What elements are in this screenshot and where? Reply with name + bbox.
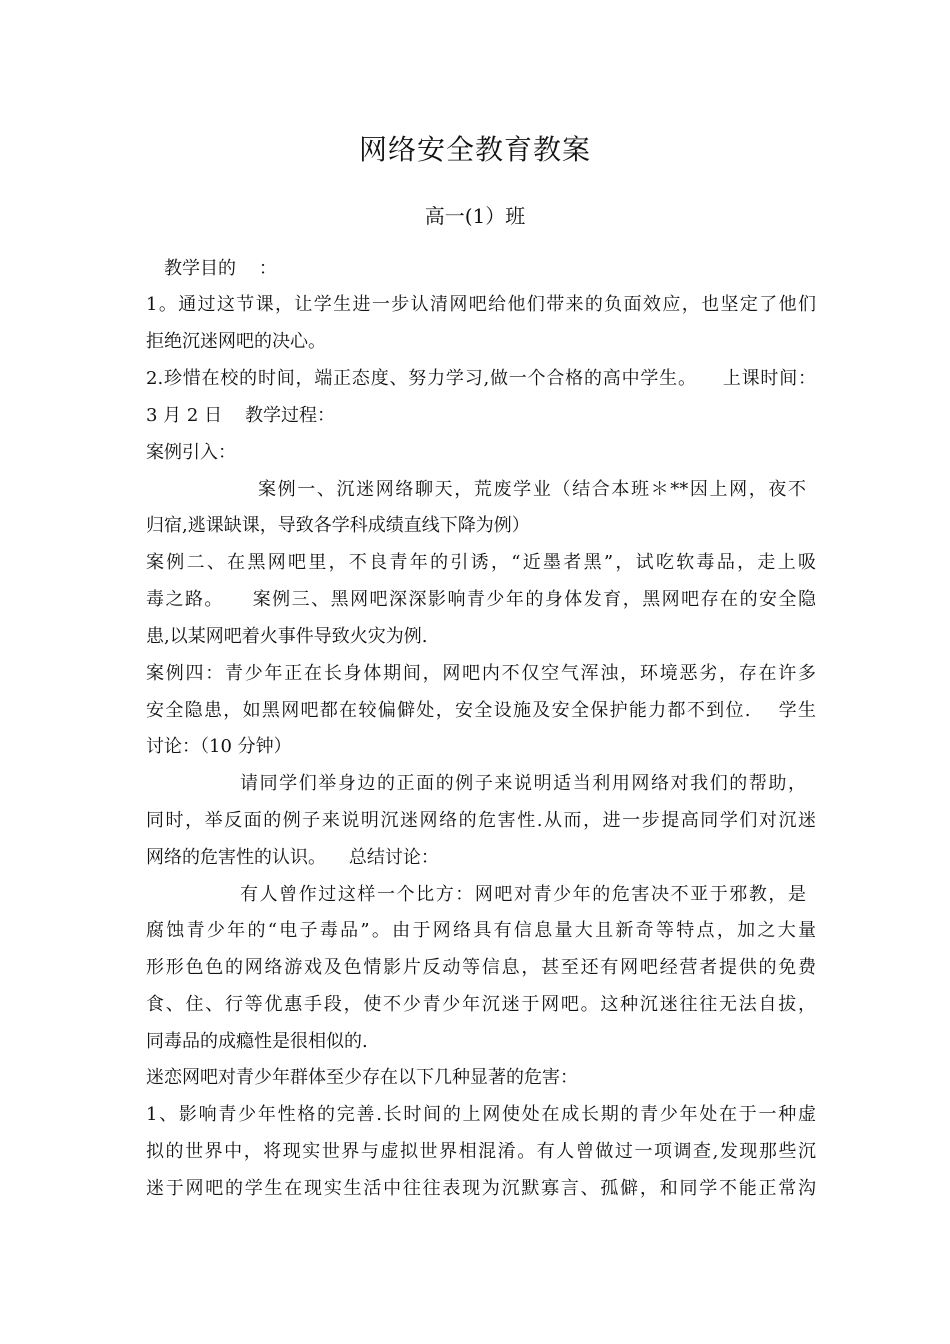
class-subtitle: 高一(1）班 bbox=[424, 204, 526, 228]
paragraph-line: 2.珍惜在校的时间，端正态度、努力学习,做一个合格的高中学生。 上课时间： bbox=[146, 368, 816, 389]
paragraph-line: 拒绝沉迷网吧的决心。 bbox=[146, 331, 326, 352]
paragraph-line: 案例四：青少年正在长身体期间，网吧内不仅空气浑浊，环境恶劣，存在许多 bbox=[146, 663, 816, 684]
document-title: 网络安全教育教案 bbox=[358, 133, 591, 166]
paragraph-line: 患,以某网吧着火事件导致火灾为例. bbox=[146, 626, 428, 647]
paragraph-line: 3 月 2 日 教学过程： bbox=[146, 405, 335, 426]
paragraph-line: 案例二、在黑网吧里，不良青年的引诱，“近墨者黑”，试吃软毒品，走上吸 bbox=[146, 552, 816, 573]
paragraph-line: 同时，举反面的例子来说明沉迷网络的危害性.从而，进一步提高同学们对沉迷 bbox=[146, 810, 816, 831]
paragraph-line: 案例引入： bbox=[146, 442, 236, 463]
paragraph-line: 网络的危害性的认识。 总结讨论： bbox=[146, 847, 439, 868]
paragraph-line: 迷恋网吧对青少年群体至少存在以下几种显著的危害： bbox=[146, 1067, 578, 1088]
paragraph-line: 教学目的 ： bbox=[164, 258, 277, 279]
paragraph-line: 迷于网吧的学生在现实生活中往往表现为沉默寡言、孤僻，和同学不能正常沟 bbox=[146, 1178, 816, 1199]
paragraph-line: 讨论：（10 分钟） bbox=[146, 736, 292, 757]
paragraph-line: 1、影响青少年性格的完善.长时间的上网使处在成长期的青少年处在于一种虚 bbox=[146, 1104, 816, 1125]
paragraph-line: 请同学们举身边的正面的例子来说明适当利用网络对我们的帮助， bbox=[240, 773, 806, 794]
paragraph-line: 形形色色的网络游戏及色情影片反动等信息，甚至还有网吧经营者提供的免费 bbox=[146, 957, 816, 978]
paragraph-line: 腐蚀青少年的“电子毒品”。由于网络具有信息量大且新奇等特点，加之大量 bbox=[146, 920, 816, 941]
paragraph-line: 1。通过这节课，让学生进一步认清网吧给他们带来的负面效应，也坚定了他们 bbox=[146, 294, 816, 315]
paragraph-line: 食、住、行等优惠手段，使不少青少年沉迷于网吧。这种沉迷往往无法自拔， bbox=[146, 994, 816, 1015]
paragraph-line: 归宿,逃课缺课，导致各学科成绩直线下降为例） bbox=[146, 515, 530, 536]
paragraph-line: 有人曾作过这样一个比方：网吧对青少年的危害决不亚于邪教，是 bbox=[240, 884, 806, 905]
paragraph-line: 同毒品的成瘾性是很相似的. bbox=[146, 1031, 368, 1052]
paragraph-line: 案例一、沉迷网络聊天，荒废学业（结合本班＊**因上网，夜不 bbox=[258, 479, 806, 500]
paragraph-line: 拟的世界中，将现实世界与虚拟世界相混淆。有人曾做过一项调查,发现那些沉 bbox=[146, 1141, 816, 1162]
paragraph-line: 安全隐患，如黑网吧都在较偏僻处，安全设施及安全保护能力都不到位. 学生 bbox=[146, 700, 816, 721]
paragraph-line: 毒之路。 案例三、黑网吧深深影响青少年的身体发育，黑网吧存在的安全隐 bbox=[146, 589, 816, 610]
